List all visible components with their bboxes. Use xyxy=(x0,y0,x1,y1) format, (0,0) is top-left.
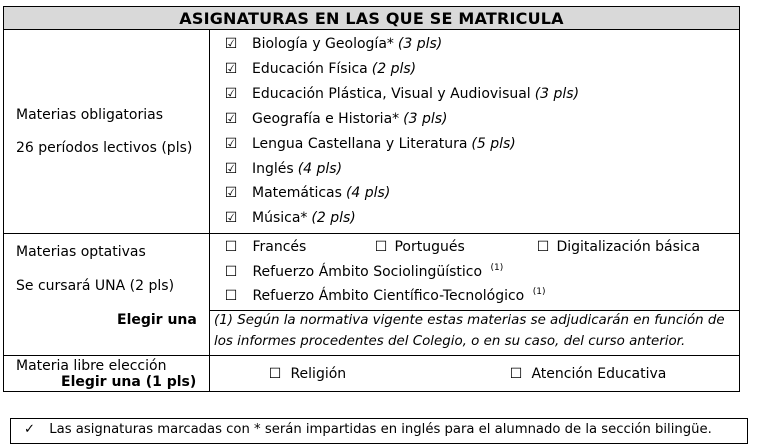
subject-pls: (4 pls) xyxy=(345,185,391,202)
option-frances[interactable] xyxy=(224,238,306,256)
footnote-divider xyxy=(210,310,740,311)
option-label: Atención Educativa xyxy=(531,366,667,382)
option-label: Portugués xyxy=(394,239,465,255)
bilingual-note xyxy=(24,421,712,439)
option-label: Religión xyxy=(290,366,347,382)
obligatoria-item xyxy=(224,160,342,178)
subject-name: Inglés xyxy=(252,160,294,177)
subject-name: Biología y Geología* xyxy=(252,36,394,52)
row-divider-1 xyxy=(3,233,740,234)
option-refuerzo-socio[interactable] xyxy=(224,263,503,281)
subject-pls: (2 pls) xyxy=(371,60,417,77)
footnote-mark: (1) xyxy=(490,263,504,274)
column-divider xyxy=(209,29,210,392)
table-title: ASIGNATURAS EN LAS QUE SE MATRICULA xyxy=(3,6,740,30)
option-label: Francés xyxy=(252,239,307,255)
obligatoria-item xyxy=(224,135,516,153)
option-atencion-educativa[interactable] xyxy=(509,365,666,383)
optativas-note: Se cursará UNA (2 pls) xyxy=(16,278,175,294)
obligatorias-periodos: 26 períodos lectivos (pls) xyxy=(16,140,193,156)
row-divider-2 xyxy=(3,355,740,356)
checkbox-empty-icon[interactable]: ☐ xyxy=(509,366,523,382)
subject-name: Educación Física xyxy=(252,60,368,77)
checkbox-checked-icon[interactable]: ☑ xyxy=(224,60,238,77)
checkbox-checked-icon[interactable]: ☑ xyxy=(224,85,238,102)
checkbox-empty-icon[interactable]: ☐ xyxy=(224,264,238,280)
subject-name: Música* xyxy=(252,210,308,227)
checkbox-empty-icon[interactable]: ☐ xyxy=(374,239,388,255)
subject-pls: (5 pls) xyxy=(471,135,516,152)
subject-name: Matemáticas xyxy=(252,185,342,202)
footnote-line-2: los informes procedentes del Colegio, o en su caso, del curso anterior. xyxy=(214,334,686,349)
obligatoria-item xyxy=(224,184,390,202)
obligatoria-item xyxy=(224,35,442,53)
checkbox-checked-icon[interactable]: ☑ xyxy=(224,160,238,177)
option-refuerzo-cient[interactable] xyxy=(224,287,545,305)
option-digitalizacion[interactable] xyxy=(536,238,700,256)
option-label: Refuerzo Ámbito Sociolingüístico xyxy=(252,264,483,280)
checkbox-empty-icon[interactable]: ☐ xyxy=(536,239,550,255)
subject-pls: (4 pls) xyxy=(297,160,343,177)
checkbox-checked-icon[interactable]: ☑ xyxy=(224,185,238,202)
libre-elegir: Elegir una (1 pls) xyxy=(61,374,197,390)
checkbox-empty-icon[interactable]: ☐ xyxy=(268,366,282,382)
libre-label: Materia libre elección xyxy=(16,358,167,374)
checkbox-empty-icon[interactable]: ☐ xyxy=(224,239,238,255)
subject-pls: (3 pls) xyxy=(534,85,580,102)
subject-name: Geografía e Historia* xyxy=(252,110,400,127)
subject-pls: (3 pls) xyxy=(397,36,443,52)
optativas-label: Materias optativas xyxy=(16,244,146,260)
checkmark-icon: ✓ xyxy=(24,422,36,437)
checkbox-checked-icon[interactable]: ☑ xyxy=(224,36,238,52)
option-label: Digitalización básica xyxy=(556,239,701,255)
option-religion[interactable] xyxy=(268,365,346,383)
obligatorias-label: Materias obligatorias xyxy=(16,107,163,123)
footnote-line-1: (1) Según la normativa vigente estas materias se adjudicarán en función de xyxy=(214,313,725,328)
checkbox-checked-icon[interactable]: ☑ xyxy=(224,110,238,127)
subject-name: Educación Plástica, Visual y Audiovisual xyxy=(252,85,531,102)
checkbox-empty-icon[interactable]: ☐ xyxy=(224,288,238,304)
footnote-mark: (1) xyxy=(532,287,546,298)
obligatoria-item xyxy=(224,209,356,227)
option-label: Refuerzo Ámbito Científico-Tecnológico xyxy=(252,288,525,304)
obligatoria-item xyxy=(224,85,579,103)
optativas-elegir-una: Elegir una xyxy=(117,312,197,328)
obligatoria-item xyxy=(224,60,416,78)
option-portugues[interactable] xyxy=(374,238,465,256)
obligatoria-item xyxy=(224,110,448,128)
checkbox-checked-icon[interactable]: ☑ xyxy=(224,210,238,227)
bilingual-note-text: Las asignaturas marcadas con * serán impartidas en inglés para el alumnado de la sección bilingüe. xyxy=(49,422,712,437)
subject-name: Lengua Castellana y Literatura xyxy=(252,135,468,152)
checkbox-checked-icon[interactable]: ☑ xyxy=(224,135,238,152)
subject-pls: (2 pls) xyxy=(311,210,356,227)
subject-pls: (3 pls) xyxy=(403,110,448,127)
